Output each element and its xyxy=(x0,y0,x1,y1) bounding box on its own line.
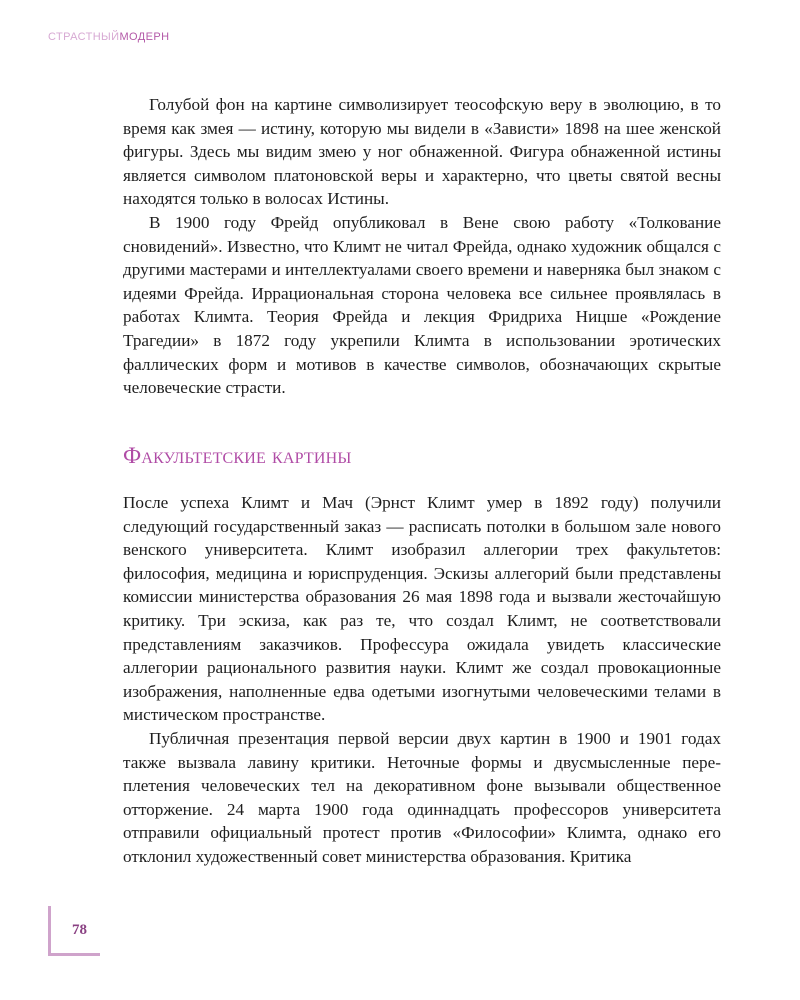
section-heading: Факультетские картины xyxy=(123,443,352,468)
running-head-part-1: СТРАСТНЫЙ xyxy=(48,31,120,43)
text-block-1 xyxy=(123,93,721,400)
folio-corner-horizontal-rule xyxy=(48,953,100,956)
text-block-2 xyxy=(123,491,721,869)
page-number: 78 xyxy=(72,922,87,938)
running-head xyxy=(48,31,169,43)
paragraph: В 1900 году Фрейд опубликовал в Вене свою работу «Толкование сновидений». Известно, что Климт не читал Фрейда, однако художник общался с другими мастерами и интеллектуалами своего времени и наверняка был знаком с идеями Фрейда. Иррациональная сторона человека все сильнее проявлялась в работах Климта. Теория Фрейда и лекция Фридриха Ницше «Рождение Трагедии» в 1872 году укрепили Климта в использовании эротических фаллических форм и мотивов в качестве символов, обозначающих скрытые человеческие страсти. xyxy=(123,212,721,398)
folio-corner-vertical-rule xyxy=(48,906,51,956)
paragraph: Публичная презентация первой версии двух картин в 1900 и 1901 годах также вызвала лавину критики. Неточные формы и двусмысленные переплетения человеческих тел на декоративном фоне вызывали общественное отторжение. 24 марта 1900 года одиннадцать профессоров университета отправили официальный протест против «Философии» Климта, однако его отклонил художественный совет министерства образования. Критика xyxy=(123,728,721,866)
running-head-part-2: МОДЕРН xyxy=(119,31,170,43)
paragraph: Голубой фон на картине символизирует теософскую веру в эволюцию, в то время как змея — истину, которую мы видели в «Зависти» 1898 на шее женской фигуры. Здесь мы видим змею у ног обнаженной. Фигура обнаженной истины является символом платоновской веры и характерно, что цветы святой весны находятся только в волосах Истины. xyxy=(123,95,721,209)
paragraph: После успеха Климт и Мач (Эрнст Климт умер в 1892 году) получили следующий государственный заказ — расписать потолки в большом зале нового венского университета. Климт изобразил аллегории трех факультетов: философия, медицина и юриспруденция. Эскизы аллегорий были представлены комиссии министерства образования 26 мая 1898 года и вызвали жесточайшую критику. Три эскиза, как раз те, что создал Климт, не соответствовали представлениям заказчиков. Профессура ожидала увидеть классические аллегории рационального развития науки. Климт же создал провокационные изображения, наполненные едва одетыми изогнутыми человеческими телами в мистическом пространстве. xyxy=(123,493,721,725)
